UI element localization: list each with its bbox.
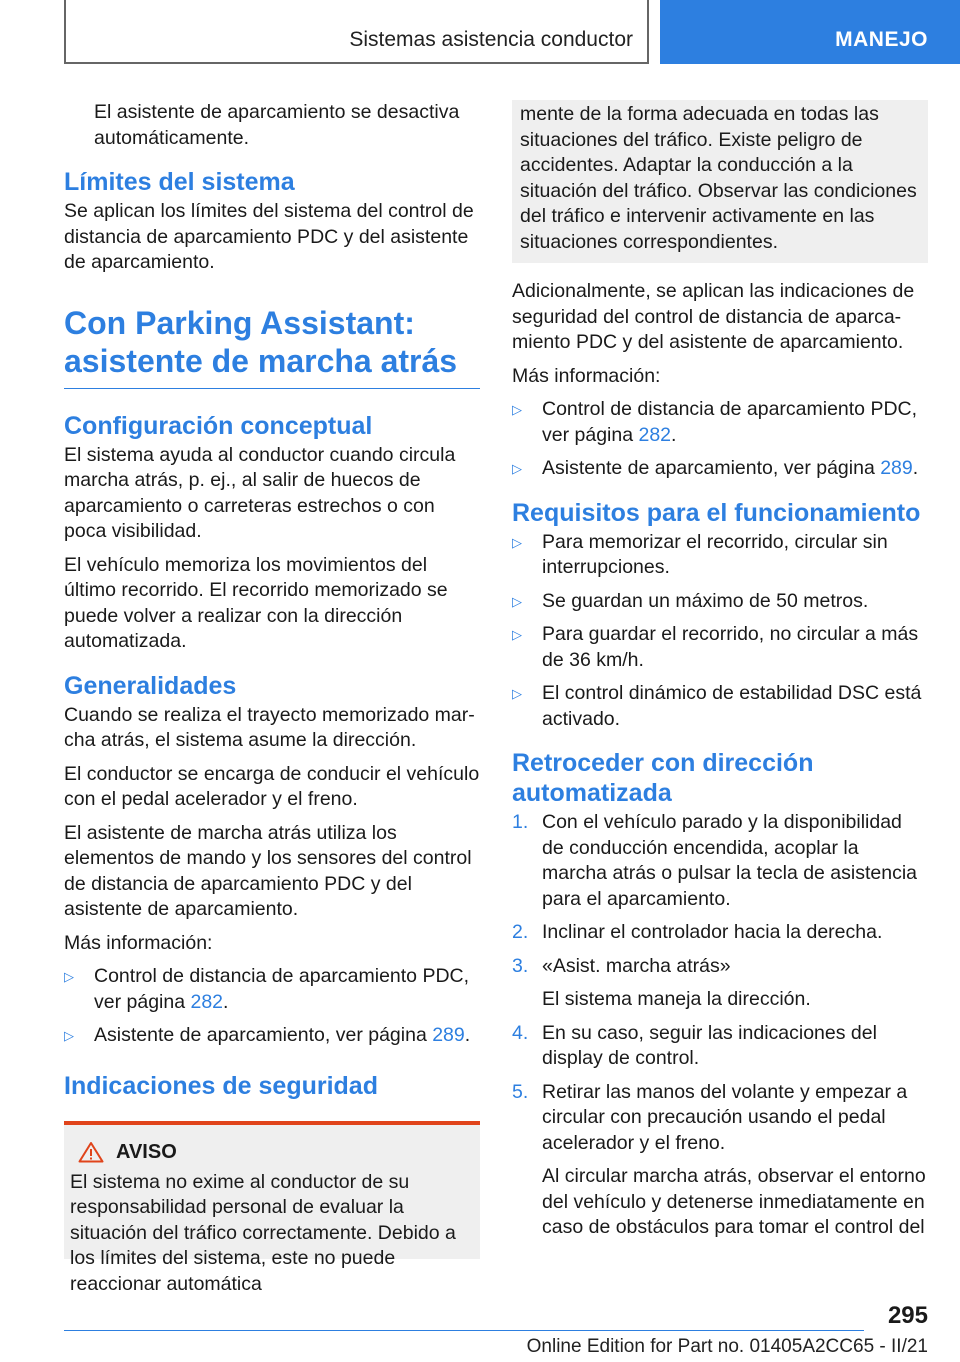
warning-box bbox=[64, 1121, 480, 1295]
page-number: 295 bbox=[887, 1302, 928, 1329]
list-item: 4. En su caso, seguir las indicaciones del display de control. bbox=[512, 1021, 877, 1069]
limits-heading: Límites del sistema bbox=[64, 168, 295, 196]
triangle-right-icon: ▷ bbox=[512, 461, 522, 476]
triangle-right-icon: ▷ bbox=[64, 1028, 74, 1043]
triangle-right-icon: ▷ bbox=[512, 686, 522, 701]
additional-paragraph: Adicionalmente, se aplican las indicaciones de seguridad del control de distancia de aparcamiento PDC y del asistente de aparcamiento. bbox=[512, 280, 915, 353]
more-info-label: Más información: bbox=[512, 364, 661, 387]
concept-heading: Configuración conceptual bbox=[64, 411, 373, 440]
list-item: ▷ Asistente de aparcamiento, ver página 289. bbox=[512, 456, 928, 482]
reference-text: Asistente de aparcamiento, ver página bbox=[94, 1024, 433, 1046]
limits-paragraph: Se aplican los límites del sistema del control de distancia de aparcamiento PDC y del asistente de aparcamiento. bbox=[64, 200, 474, 273]
general-paragraph-2: El conductor se encarga de conducir el vehículo con el pedal acelerador y el freno. bbox=[64, 762, 480, 810]
steps-list bbox=[512, 810, 928, 1241]
triangle-right-icon: ▷ bbox=[512, 593, 522, 609]
header-section-box bbox=[64, 0, 649, 64]
list-item: ▷ El control dinámico de estabilidad DSC está activado. bbox=[512, 682, 922, 730]
header-tab-label: MANEJO bbox=[835, 28, 928, 51]
main-heading-line2: asistente de marcha atrás bbox=[64, 342, 458, 379]
reference-text: Control de distancia de aparcamiento PDC, ver página bbox=[94, 965, 470, 1013]
triangle-right-icon: ▷ bbox=[64, 969, 74, 984]
warning-text: El sistema no exime al conductor de su responsabilidad personal de evaluar la situación del tráfico correctamente. Debido a los límites del sistema, este no puede reaccionar automática bbox=[70, 1170, 456, 1295]
list-item: 5. Retirar las manos del volante y empezar a circular con precaución usando el pedal acelerador y el freno. Al circular marcha atrás, observar el entorno del vehículo y detenerse inmediatamente en caso de obstáculos para tomar el control del bbox=[512, 1080, 926, 1238]
page-link-282[interactable]: 282 bbox=[190, 990, 224, 1013]
footer-divider bbox=[64, 1330, 864, 1331]
list-item: ▷ Control de distancia de aparcamiento PDC, ver página 282. bbox=[512, 398, 918, 446]
list-item: ▷ Asistente de aparcamiento, ver página 289. bbox=[64, 1023, 480, 1049]
reference-text: Asistente de aparcamiento, ver página bbox=[542, 457, 881, 479]
concept-paragraph-2: El vehículo memoriza los movimientos del último recorrido. El recorrido memorizado se puede volver a realizar con la dirección automatizada. bbox=[64, 553, 448, 652]
list-item: 2. Inclinar el controlador hacia la derecha. bbox=[512, 921, 883, 943]
header-section-title: Sistemas asistencia conductor bbox=[349, 28, 633, 51]
warning-text-continued: mente de la forma adecuada en todas las situaciones del tráfico. Existe peligro de accidentes. Adaptar la conducción a la situación del tráfico. Observar las condiciones del tráfico e intervenir activamente en las situaciones correspondientes. bbox=[520, 103, 917, 253]
requirements-heading: Requisitos para el funcionamiento bbox=[512, 498, 921, 527]
safety-heading: Indicaciones de seguridad bbox=[64, 1071, 378, 1100]
reference-list bbox=[512, 397, 928, 482]
main-heading-line1: Con Parking Assistant: bbox=[64, 304, 415, 341]
warning-label: AVISO bbox=[116, 1140, 177, 1163]
reference-text: Control de distancia de aparcamiento PDC, ver página bbox=[542, 398, 918, 446]
list-item: 3. «Asist. marcha atrás» El sistema maneja la dirección. bbox=[512, 954, 811, 1010]
list-item: ▷ Control de distancia de aparcamiento PDC, ver página 282. bbox=[64, 965, 470, 1013]
requirements-list bbox=[512, 530, 928, 733]
main-heading bbox=[64, 304, 480, 389]
triangle-right-icon: ▷ bbox=[512, 402, 522, 417]
page-link-289[interactable]: 289 bbox=[432, 1024, 465, 1046]
page-link-289[interactable]: 289 bbox=[880, 457, 913, 479]
general-paragraph-3: El asistente de marcha atrás utiliza los elementos de mando y los sensores del control de distancia de aparcamiento PDC y del asistente de aparcamiento. bbox=[64, 821, 472, 920]
warning-triangle-icon bbox=[78, 1141, 104, 1163]
more-info-label: Más información: bbox=[64, 931, 213, 954]
list-item: ▷ Se guardan un máximo de 50 metros. bbox=[512, 589, 928, 615]
intro-paragraph: El asistente de aparcamiento se desactiva automáticamente. bbox=[94, 101, 460, 149]
page-link-282[interactable]: 282 bbox=[638, 423, 672, 446]
general-paragraph-1: Cuando se realiza el trayecto memorizado marcha atrás, el sistema asume la dirección. bbox=[64, 703, 475, 751]
list-item: 1. Con el vehículo parado y la disponibilidad de conducción encendida, acoplar la marcha atrás o pulsar la tecla de asistencia para el aparcamiento. bbox=[512, 811, 918, 910]
triangle-right-icon: ▷ bbox=[512, 534, 522, 550]
steps-heading: Retroceder con dirección automatizada bbox=[512, 749, 814, 807]
right-column bbox=[512, 100, 928, 1249]
warning-header bbox=[78, 1141, 474, 1164]
left-column bbox=[64, 100, 480, 1295]
general-heading: Generalidades bbox=[64, 671, 237, 700]
footer-edition: Online Edition for Part no. 01405A2CC65 - II/21 bbox=[526, 1336, 928, 1357]
warning-box-continued bbox=[512, 100, 928, 263]
list-item: ▷ Para guardar el recorrido, no circular a más de 36 km/h. bbox=[512, 623, 919, 671]
triangle-right-icon: ▷ bbox=[512, 627, 522, 642]
reference-list bbox=[64, 964, 480, 1049]
list-item: ▷ Para memorizar el recorrido, circular sin interrupciones. bbox=[512, 530, 888, 578]
concept-paragraph-1: El sistema ayuda al conductor cuando circula marcha atrás, p. ej., al salir de huecos de aparcamiento o carreteras estrechos o con poca visibilidad. bbox=[64, 443, 456, 542]
header-chapter-tab[interactable] bbox=[660, 0, 960, 64]
